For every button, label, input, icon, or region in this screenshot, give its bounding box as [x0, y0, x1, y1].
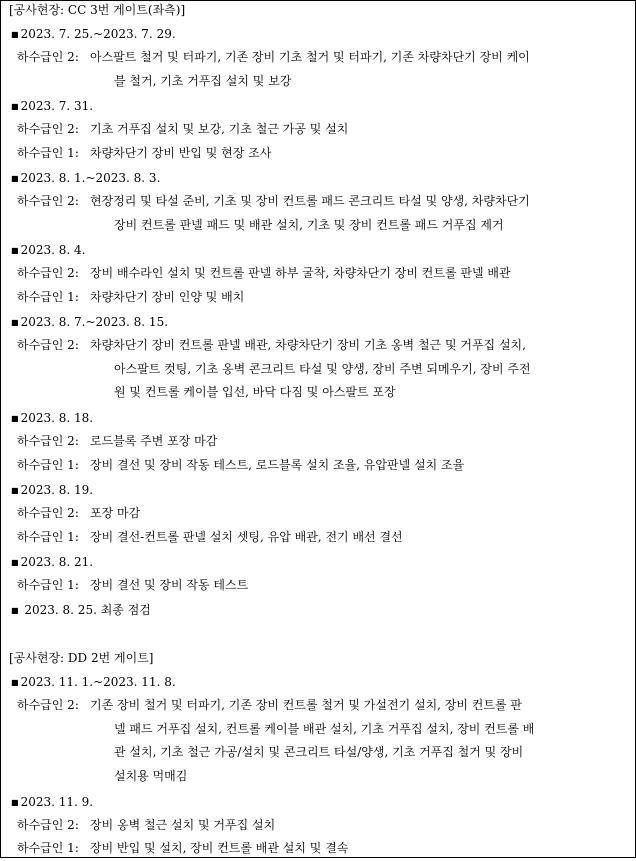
task-entry: [17, 837, 631, 861]
task-description: 장비 옹벽 철근 설치 및 거푸집 설치: [90, 818, 276, 832]
task-entry: [17, 454, 631, 478]
section-header: [공사현장: CC 3번 게이트(좌측)]: [9, 3, 186, 17]
date-entry: ■ 2023. 8. 4.: [11, 238, 631, 262]
task-description: 장비 결선 및 장비 작동 테스트: [90, 578, 249, 592]
task-entry: [17, 142, 631, 166]
subcontractor-label: 하수급인 2:: [17, 266, 79, 280]
bullet-icon: ■: [11, 30, 19, 39]
subcontractor-label: 하수급인 2:: [17, 50, 79, 64]
task-entry: [17, 430, 631, 454]
date-entry: ■ 2023. 8. 21.: [11, 550, 631, 574]
bullet-icon: ■: [11, 606, 19, 615]
bullet-icon: ■: [11, 246, 19, 255]
task-description: 장비 반입 및 설치, 장비 컨트롤 배관 설치 및 결속: [90, 841, 349, 855]
subcontractor-label: 하수급인 2:: [17, 434, 79, 448]
section-header: [공사현장: DD 2번 게이트]: [9, 651, 154, 665]
date-entry: ■ 2023. 11. 1.~2023. 11. 8.: [11, 670, 631, 694]
task-entry: [17, 574, 631, 598]
subcontractor-label: 하수급인 1:: [17, 146, 79, 160]
task-description: 차량차단기 장비 인양 및 배치: [90, 290, 245, 304]
subcontractor-label: 하수급인 2:: [17, 818, 79, 832]
date-entry: ■ 2023. 8. 1.~2023. 8. 3.: [11, 166, 631, 190]
subcontractor-label: 하수급인 1:: [17, 578, 79, 592]
task-entry: [17, 190, 631, 232]
subcontractor-label: 하수급인 2:: [17, 122, 79, 136]
task-entry: [17, 46, 631, 88]
date-entry: ■ 2023. 7. 25.~2023. 7. 29.: [11, 22, 631, 46]
task-description: 기존 장비 철거 및 터파기, 기존 장비 컨트롤 철거 및 가설전기 설치, 장비 컨트롤 판 넬 패드 거푸집 설치, 컨트롤 케이블 배관 설치, 기초 거푸집 설치, 장비 컨트롤 배 관 설치, 기초 철근 가공/설치 및 콘크리트 타설/양생, 기초 거푸집 철거 및 장비 설치용 먹매김: [90, 698, 535, 783]
task-description: 로드블록 주변 포장 마감: [90, 434, 218, 448]
bullet-icon: ■: [11, 174, 19, 183]
subcontractor-label: 하수급인 2:: [17, 194, 79, 208]
date-entry: ■ 2023. 8. 19.: [11, 478, 631, 502]
bullet-icon: ■: [11, 102, 19, 111]
task-entry: [17, 694, 631, 783]
subcontractor-label: 하수급인 1:: [17, 458, 79, 472]
date-entry: ■ 2023. 7. 31.: [11, 94, 631, 118]
date-entry: ■ 2023. 11. 9.: [11, 790, 631, 814]
task-entry: [17, 526, 631, 550]
task-description: 포장 마감: [90, 506, 141, 520]
bullet-icon: ■: [11, 678, 19, 687]
task-entry: [17, 334, 631, 399]
subcontractor-label: 하수급인 2:: [17, 506, 79, 520]
bullet-icon: ■: [11, 558, 19, 567]
task-entry: [17, 814, 631, 838]
subcontractor-label: 하수급인 1:: [17, 290, 79, 304]
subcontractor-label: 하수급인 2:: [17, 338, 79, 352]
date-entry: ■ 2023. 8. 7.~2023. 8. 15.: [11, 310, 631, 334]
task-description: 아스팔트 철거 및 터파기, 기존 장비 기초 철거 및 터파기, 기존 차량차단기 장비 케이 블 철거, 기초 거푸집 설치 및 보강: [90, 50, 530, 88]
bullet-icon: ■: [11, 318, 19, 327]
task-entry: [17, 118, 631, 142]
task-description: 차량차단기 장비 반입 및 현장 조사: [90, 146, 272, 160]
task-entry: [17, 502, 631, 526]
date-entry: ■ 2023. 8. 18.: [11, 406, 631, 430]
bullet-icon: ■: [11, 486, 19, 495]
subcontractor-label: 하수급인 2:: [17, 698, 79, 712]
task-description: 장비 배수라인 설치 및 컨트롤 판넬 하부 굴착, 차량차단기 장비 컨트롤 판넬 배관: [90, 266, 511, 280]
task-description: 기초 거푸집 설치 및 보강, 기초 철근 가공 및 설치: [90, 122, 349, 136]
bullet-icon: ■: [11, 798, 19, 807]
task-description: 장비 결선 및 장비 작동 테스트, 로드블록 설치 조율, 유압판넬 설치 조율: [90, 458, 465, 472]
subcontractor-label: 하수급인 1:: [17, 530, 79, 544]
date-entry-final-inspection: ■ 2023. 8. 25. 최종 점검: [11, 598, 631, 622]
task-description: 현장정리 및 타설 준비, 기초 및 장비 컨트롤 패드 콘크리트 타설 및 양생, 차량차단기 장비 컨트롤 판넬 패드 및 배관 설치, 기초 및 장비 컨트롤 패드 거푸집 제거: [90, 194, 530, 232]
subcontractor-label: 하수급인 1:: [17, 841, 79, 855]
task-entry: [17, 286, 631, 310]
task-entry: [17, 262, 631, 286]
bullet-icon: ■: [11, 414, 19, 423]
task-description: 차량차단기 장비 컨트롤 판넬 배관, 차량차단기 장비 기초 옹벽 철근 및 거푸집 설치, 아스팔트 컷팅, 기초 옹벽 콘크리트 타설 및 양생, 장비 주변 되메우기, 장비 주전 원 및 컨트롤 케이블 입선, 바닥 다짐 및 아스팔트 포장: [90, 338, 531, 399]
task-description: 장비 결선-컨트롤 판넬 설치 셋팅, 유압 배관, 전기 배선 결선: [90, 530, 403, 544]
